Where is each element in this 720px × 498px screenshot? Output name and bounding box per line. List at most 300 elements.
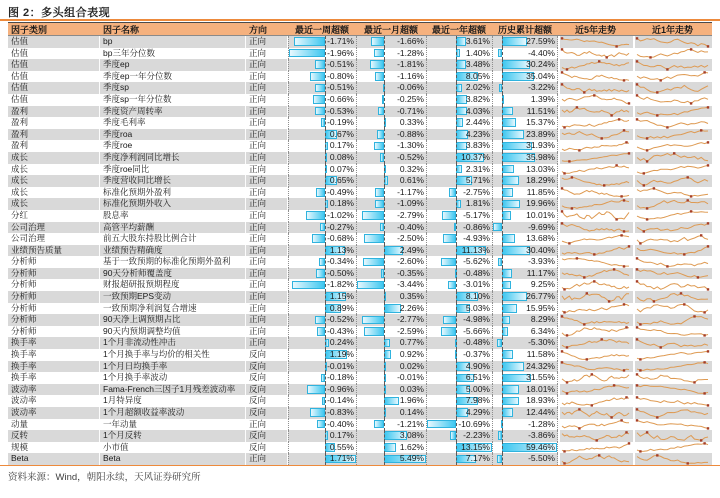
- factor-name: bp三年分位数: [100, 48, 246, 60]
- hist-excess-value: 11.51%: [526, 105, 555, 116]
- table-row: [8, 337, 712, 349]
- figure-title: 图 2：多头组合表现: [8, 7, 111, 19]
- cell-year-excess: [426, 187, 492, 199]
- year-excess-value: 5.00%: [465, 383, 490, 394]
- table-row: [8, 268, 712, 280]
- sparkline: [560, 164, 631, 175]
- cell-year-excess: [426, 291, 492, 303]
- cell-month-excess: [356, 71, 426, 83]
- col-header-category: 因子类别: [11, 25, 48, 35]
- factor-name: 1月特异度: [100, 395, 246, 407]
- table-row: [8, 48, 712, 60]
- month-excess-value: -1.17%: [397, 186, 424, 197]
- cell-year-excess: [426, 164, 492, 176]
- hist-excess-value: -5.50%: [528, 453, 555, 464]
- factor-direction: 反向: [246, 430, 288, 442]
- sparkline-1yr-cell: [633, 210, 712, 222]
- factor-name: 季度roe同比: [100, 164, 246, 176]
- table-row: [8, 152, 712, 164]
- cell-week-excess: [288, 198, 356, 210]
- sparkline: [635, 268, 710, 279]
- sparkline-5yr-cell: [558, 337, 633, 349]
- col-header-name: 因子名称: [103, 25, 140, 35]
- factor-name: 90天内预期调整均值: [100, 326, 246, 338]
- month-excess-value: -0.35%: [397, 267, 424, 278]
- table-row: [8, 326, 712, 338]
- factor-direction: 正向: [246, 314, 288, 326]
- cell-year-excess: [426, 106, 492, 118]
- table-row: [8, 442, 712, 454]
- factor-category: 波动率: [8, 407, 100, 419]
- cell-week-excess: [288, 117, 356, 129]
- factor-category: 成长: [8, 152, 100, 164]
- sparkline: [635, 384, 710, 395]
- sparkline-5yr-cell: [558, 245, 633, 257]
- table-row: [8, 210, 712, 222]
- week-excess-value: -0.34%: [327, 256, 354, 267]
- cell-hist-excess: [492, 256, 558, 268]
- factor-category: 分析师: [8, 268, 100, 280]
- month-excess-value: 5.49%: [399, 453, 424, 464]
- week-excess-value: 1.19%: [329, 349, 354, 360]
- factor-name: 季度sp一年分位数: [100, 94, 246, 106]
- week-excess-value: -0.83%: [327, 407, 354, 417]
- col-header-month: 最近一月超额: [363, 25, 418, 35]
- cell-month-excess: [356, 419, 426, 431]
- hist-excess-value: 15.37%: [526, 117, 555, 128]
- hist-excess-value: 18.93%: [526, 395, 555, 406]
- sparkline-5yr-cell: [558, 407, 633, 419]
- factor-direction: 正向: [246, 279, 288, 291]
- hist-excess-value: 1.39%: [530, 93, 555, 104]
- sparkline-5yr-cell: [558, 453, 633, 465]
- cell-year-excess: [426, 222, 492, 234]
- table-row: [8, 279, 712, 291]
- factor-category: 估值: [8, 71, 100, 83]
- month-excess-value: -3.44%: [397, 279, 424, 290]
- cell-week-excess: [288, 361, 356, 373]
- sparkline: [560, 83, 631, 94]
- cell-month-excess: [356, 175, 426, 187]
- sparkline: [560, 280, 631, 291]
- factor-name: 季度roe: [100, 140, 246, 152]
- sparkline-1yr-cell: [633, 48, 712, 60]
- cell-year-excess: [426, 407, 492, 419]
- cell-hist-excess: [492, 430, 558, 442]
- cell-month-excess: [356, 222, 426, 234]
- sparkline-5yr-cell: [558, 222, 633, 234]
- week-excess-value: 0.17%: [329, 140, 354, 151]
- cell-hist-excess: [492, 140, 558, 152]
- table-row: [8, 233, 712, 245]
- hist-excess-value: -4.40%: [528, 47, 555, 58]
- sparkline: [635, 408, 710, 419]
- cell-week-excess: [288, 407, 356, 419]
- factor-direction: 正向: [246, 210, 288, 222]
- cell-week-excess: [288, 326, 356, 338]
- cell-month-excess: [356, 395, 426, 407]
- col-header-hist: 历史累计超额: [497, 25, 552, 35]
- sparkline-5yr-cell: [558, 48, 633, 60]
- sparkline-1yr-cell: [633, 187, 712, 199]
- cell-year-excess: [426, 48, 492, 60]
- cell-month-excess: [356, 152, 426, 164]
- hist-excess-value: 26.77%: [526, 291, 555, 302]
- factor-name: 业绩预告精确度: [100, 245, 246, 257]
- sparkline: [635, 106, 710, 117]
- month-excess-value: 3.08%: [399, 430, 424, 441]
- factor-name: 1个月反转: [100, 430, 246, 442]
- cell-hist-excess: [492, 175, 558, 187]
- factor-name: 季度毛利率: [100, 117, 246, 129]
- sparkline-1yr-cell: [633, 361, 712, 373]
- cell-week-excess: [288, 349, 356, 361]
- sparkline-5yr-cell: [558, 361, 633, 373]
- sparkline-1yr-cell: [633, 117, 712, 129]
- sparkline-1yr-cell: [633, 152, 712, 164]
- hist-excess-value: 18.29%: [526, 175, 555, 186]
- hist-excess-value: 35.98%: [526, 151, 555, 162]
- factor-direction: 正向: [246, 291, 288, 303]
- factor-name: 股息率: [100, 210, 246, 222]
- factor-category: 成长: [8, 164, 100, 176]
- factor-category: 动量: [8, 419, 100, 431]
- sparkline: [560, 408, 631, 419]
- table-row: [8, 453, 712, 465]
- month-excess-value: -0.01%: [397, 372, 424, 383]
- table-row: [8, 36, 712, 48]
- factor-direction: 正向: [246, 106, 288, 118]
- factor-category: 分析师: [8, 303, 100, 315]
- cell-year-excess: [426, 71, 492, 83]
- sparkline: [635, 210, 710, 221]
- cell-hist-excess: [492, 152, 558, 164]
- table-body: [8, 36, 712, 465]
- month-excess-value: -2.77%: [397, 314, 424, 325]
- sparkline-1yr-cell: [633, 407, 712, 419]
- cell-hist-excess: [492, 372, 558, 384]
- factor-direction: 反向: [246, 407, 288, 419]
- cell-hist-excess: [492, 117, 558, 129]
- table-row: [8, 94, 712, 106]
- col-header-direction: 方向: [249, 25, 268, 35]
- cell-hist-excess: [492, 442, 558, 454]
- cell-year-excess: [426, 94, 492, 106]
- week-excess-value: -0.49%: [327, 186, 354, 197]
- cell-week-excess: [288, 430, 356, 442]
- sparkline: [635, 141, 710, 152]
- week-excess-value: -0.43%: [327, 325, 354, 336]
- table-row: [8, 140, 712, 152]
- sparkline-1yr-cell: [633, 175, 712, 187]
- cell-year-excess: [426, 82, 492, 94]
- cell-week-excess: [288, 175, 356, 187]
- table-row: [8, 59, 712, 71]
- sparkline: [635, 280, 710, 291]
- cell-year-excess: [426, 129, 492, 141]
- factor-category: 公司治理: [8, 233, 100, 245]
- factor-name: 季度资产周转率: [100, 106, 246, 118]
- hist-excess-value: 18.01%: [526, 383, 555, 394]
- week-excess-value: -0.01%: [327, 360, 354, 371]
- factor-category: 反转: [8, 430, 100, 442]
- cell-week-excess: [288, 314, 356, 326]
- factor-direction: 反向: [246, 395, 288, 407]
- year-excess-value: 13.15%: [461, 441, 490, 452]
- sparkline: [560, 292, 631, 303]
- hist-excess-value: -5.30%: [528, 337, 555, 348]
- sparkline: [560, 141, 631, 152]
- factor-category: 分红: [8, 210, 100, 222]
- month-excess-value: 0.92%: [399, 349, 424, 360]
- month-excess-value: 0.32%: [399, 163, 424, 174]
- factor-name: 基于一致预期的标准化预期外盈利: [100, 256, 246, 268]
- cell-week-excess: [288, 187, 356, 199]
- year-excess-value: 4.03%: [465, 105, 490, 116]
- sparkline-5yr-cell: [558, 430, 633, 442]
- factor-name: 季度ep: [100, 59, 246, 71]
- factor-name: 90天净上调预期占比: [100, 314, 246, 326]
- sparkline: [635, 60, 710, 71]
- sparkline-5yr-cell: [558, 279, 633, 291]
- sparkline-1yr-cell: [633, 82, 712, 94]
- sparkline-5yr-cell: [558, 140, 633, 152]
- week-excess-value: 1.15%: [329, 291, 354, 302]
- factor-name: 1个月日均换手率: [100, 361, 246, 373]
- week-excess-value: -1.96%: [327, 47, 354, 58]
- factor-name: 季度sp: [100, 82, 246, 94]
- sparkline-1yr-cell: [633, 140, 712, 152]
- cell-week-excess: [288, 303, 356, 315]
- year-excess-value: 8.10%: [465, 291, 490, 302]
- sparkline-5yr-cell: [558, 256, 633, 268]
- cell-hist-excess: [492, 82, 558, 94]
- sparkline: [635, 187, 710, 198]
- cell-year-excess: [426, 314, 492, 326]
- week-excess-value: -0.18%: [327, 372, 354, 383]
- sparkline: [635, 431, 710, 442]
- week-excess-value: -0.51%: [327, 59, 354, 70]
- factor-category: 分析师: [8, 326, 100, 338]
- year-excess-value: -2.75%: [463, 186, 490, 197]
- table-row: [8, 419, 712, 431]
- week-excess-value: -0.53%: [327, 105, 354, 116]
- factor-category: 业绩预告质量: [8, 245, 100, 257]
- sparkline-5yr-cell: [558, 129, 633, 141]
- sparkline: [635, 199, 710, 210]
- cell-month-excess: [356, 268, 426, 280]
- sparkline: [560, 419, 631, 430]
- week-excess-value: -0.40%: [327, 418, 354, 429]
- cell-hist-excess: [492, 71, 558, 83]
- sparkline-5yr-cell: [558, 198, 633, 210]
- cell-month-excess: [356, 349, 426, 361]
- sparkline: [635, 129, 710, 140]
- factor-direction: 反向: [246, 442, 288, 454]
- sparkline: [635, 350, 710, 361]
- week-excess-value: 0.24%: [329, 337, 354, 348]
- sparkline: [560, 176, 631, 187]
- hist-excess-value: -1.28%: [528, 418, 555, 429]
- sparkline-1yr-cell: [633, 384, 712, 396]
- month-excess-value: -0.71%: [397, 105, 424, 116]
- cell-month-excess: [356, 82, 426, 94]
- sparkline-5yr-cell: [558, 164, 633, 176]
- cell-week-excess: [288, 419, 356, 431]
- cell-hist-excess: [492, 198, 558, 210]
- cell-week-excess: [288, 36, 356, 48]
- factor-category: 成长: [8, 198, 100, 210]
- sparkline-5yr-cell: [558, 326, 633, 338]
- month-excess-value: -2.60%: [397, 256, 424, 267]
- cell-month-excess: [356, 291, 426, 303]
- sparkline-1yr-cell: [633, 372, 712, 384]
- table-row: [8, 384, 712, 396]
- sparkline-5yr-cell: [558, 187, 633, 199]
- cell-hist-excess: [492, 222, 558, 234]
- cell-year-excess: [426, 59, 492, 71]
- cell-month-excess: [356, 94, 426, 106]
- sparkline: [635, 94, 710, 105]
- factor-category: 换手率: [8, 361, 100, 373]
- sparkline: [560, 199, 631, 210]
- sparkline: [635, 454, 710, 465]
- month-excess-value: -1.21%: [397, 418, 424, 429]
- hist-excess-value: -3.22%: [528, 82, 555, 93]
- factor-category: 估值: [8, 48, 100, 60]
- week-excess-value: -0.51%: [327, 82, 354, 93]
- cell-month-excess: [356, 59, 426, 71]
- month-excess-value: 0.77%: [399, 337, 424, 348]
- factor-name: 90天分析师覆盖度: [100, 268, 246, 280]
- year-excess-value: -5.17%: [463, 209, 490, 220]
- factor-direction: 正向: [246, 129, 288, 141]
- cell-month-excess: [356, 430, 426, 442]
- cell-month-excess: [356, 314, 426, 326]
- sparkline: [560, 60, 631, 71]
- sparkline-5yr-cell: [558, 384, 633, 396]
- sparkline-5yr-cell: [558, 291, 633, 303]
- cell-hist-excess: [492, 210, 558, 222]
- hist-excess-value: 19.96%: [526, 198, 555, 209]
- sparkline: [635, 234, 710, 245]
- sparkline: [560, 118, 631, 129]
- sparkline-1yr-cell: [633, 36, 712, 48]
- table-row: [8, 129, 712, 141]
- cell-hist-excess: [492, 419, 558, 431]
- cell-week-excess: [288, 48, 356, 60]
- sparkline: [635, 48, 710, 59]
- sparkline-5yr-cell: [558, 175, 633, 187]
- year-excess-value: -10.69%: [458, 418, 490, 429]
- week-excess-value: 0.08%: [329, 151, 354, 162]
- cell-month-excess: [356, 279, 426, 291]
- sparkline: [560, 442, 631, 453]
- cell-year-excess: [426, 430, 492, 442]
- cell-week-excess: [288, 82, 356, 94]
- factor-name: 一致预期净利润复合增速: [100, 303, 246, 315]
- cell-month-excess: [356, 303, 426, 315]
- sparkline: [635, 71, 710, 82]
- month-excess-value: -1.16%: [397, 70, 424, 81]
- factor-direction: 正向: [246, 187, 288, 199]
- cell-month-excess: [356, 233, 426, 245]
- year-excess-value: 5.71%: [465, 175, 490, 186]
- factor-direction: 正向: [246, 36, 288, 48]
- sparkline-1yr-cell: [633, 198, 712, 210]
- factor-category: 换手率: [8, 337, 100, 349]
- cell-hist-excess: [492, 48, 558, 60]
- factor-direction: 正向: [246, 453, 288, 465]
- table-row: [8, 303, 712, 315]
- cell-year-excess: [426, 36, 492, 48]
- cell-month-excess: [356, 140, 426, 152]
- cell-week-excess: [288, 59, 356, 71]
- cell-hist-excess: [492, 245, 558, 257]
- sparkline-5yr-cell: [558, 59, 633, 71]
- sparkline-1yr-cell: [633, 395, 712, 407]
- month-excess-value: 0.61%: [399, 175, 424, 186]
- table-row: [8, 395, 712, 407]
- year-excess-value: -0.37%: [463, 349, 490, 360]
- sparkline: [635, 419, 710, 430]
- sparkline-5yr-cell: [558, 233, 633, 245]
- year-excess-value: 1.81%: [465, 198, 490, 209]
- month-excess-value: -2.79%: [397, 209, 424, 220]
- factor-direction: 反向: [246, 349, 288, 361]
- sparkline: [560, 94, 631, 105]
- cell-month-excess: [356, 187, 426, 199]
- table-row: [8, 361, 712, 373]
- year-excess-value: 2.02%: [465, 82, 490, 93]
- sparkline-1yr-cell: [633, 222, 712, 234]
- cell-year-excess: [426, 337, 492, 349]
- cell-year-excess: [426, 361, 492, 373]
- cell-year-excess: [426, 384, 492, 396]
- month-excess-value: 1.62%: [399, 441, 424, 452]
- week-excess-value: -0.19%: [327, 117, 354, 128]
- sparkline: [560, 431, 631, 442]
- cell-year-excess: [426, 442, 492, 454]
- sparkline: [635, 361, 710, 372]
- factor-category: 估值: [8, 82, 100, 94]
- factor-direction: 正向: [246, 48, 288, 60]
- cell-month-excess: [356, 48, 426, 60]
- year-excess-value: 4.29%: [465, 407, 490, 417]
- sparkline: [560, 187, 631, 198]
- sparkline: [560, 48, 631, 59]
- cell-year-excess: [426, 372, 492, 384]
- factor-name: 标准化预期外收入: [100, 198, 246, 210]
- year-excess-value: -5.62%: [463, 256, 490, 267]
- cell-hist-excess: [492, 361, 558, 373]
- sparkline: [635, 257, 710, 268]
- sparkline-1yr-cell: [633, 71, 712, 83]
- table-row: [8, 430, 712, 442]
- sparkline: [635, 373, 710, 384]
- cell-month-excess: [356, 117, 426, 129]
- factor-name: 1个月换手率与均价的相关性: [100, 349, 246, 361]
- sparkline-5yr-cell: [558, 36, 633, 48]
- factor-category: 成长: [8, 187, 100, 199]
- sparkline: [560, 106, 631, 117]
- factor-name: Beta: [100, 453, 246, 465]
- year-excess-value: 10.37%: [461, 151, 490, 162]
- sparkline: [560, 257, 631, 268]
- hist-excess-value: 24.32%: [526, 360, 555, 371]
- cell-week-excess: [288, 256, 356, 268]
- hist-excess-value: 31.93%: [526, 140, 555, 151]
